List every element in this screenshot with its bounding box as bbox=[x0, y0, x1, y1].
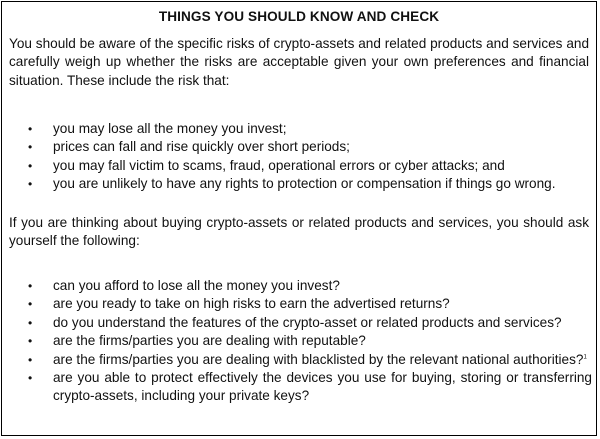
footnote-marker: 1 bbox=[583, 354, 587, 361]
list-item: • are the firms/parties you are dealing with blacklisted by the relevant national authorities?$^1$ bbox=[2, 351, 592, 369]
intro-paragraph: You should be aware of the specific risks of crypto-assets and related products and services and carefully weigh up whether the risks are acceptable given your own preferences and financial situation. These include the risk that: bbox=[9, 36, 589, 88]
question-list bbox=[2, 277, 592, 406]
bullet-icon: • bbox=[28, 297, 33, 312]
notice-title: THINGS YOU SHOULD KNOW AND CHECK bbox=[158, 9, 440, 24]
bullet-icon: • bbox=[28, 371, 33, 386]
notice-box bbox=[1, 1, 597, 436]
questions-intro-paragraph: If you are thinking about buying crypto-assets or related products and services, you should ask yourself the following: bbox=[9, 215, 589, 249]
list-item: • you may fall victim to scams, fraud, operational errors or cyber attacks; and bbox=[2, 157, 592, 175]
list-item: • do you understand the features of the crypto-asset or related products and services? bbox=[2, 314, 592, 332]
list-item: • are the firms/parties you are dealing with reputable? bbox=[2, 332, 592, 350]
list-item: • are you able to protect effectively the devices you use for buying, storing or transferring crypto-assets, including your private keys? bbox=[28, 370, 592, 404]
bullet-icon: • bbox=[28, 158, 33, 173]
list-item: • are you ready to take on high risks to earn the advertised returns? bbox=[2, 295, 592, 313]
list-item: • you may lose all the money you invest; bbox=[2, 120, 592, 138]
bullet-icon: • bbox=[28, 122, 33, 136]
bullet-icon: • bbox=[28, 279, 33, 293]
bullet-icon: • bbox=[28, 334, 33, 349]
list-item: • you are unlikely to have any rights to protection or compensation if things go wrong. bbox=[2, 175, 592, 193]
list-item: • can you afford to lose all the money you invest? bbox=[2, 277, 592, 295]
list-item: • prices can fall and rise quickly over short periods; bbox=[2, 138, 592, 156]
risk-list bbox=[2, 120, 592, 194]
bullet-icon: • bbox=[28, 315, 33, 330]
bullet-icon: • bbox=[28, 177, 33, 192]
bullet-icon: • bbox=[28, 352, 33, 367]
bullet-icon: • bbox=[28, 140, 33, 155]
